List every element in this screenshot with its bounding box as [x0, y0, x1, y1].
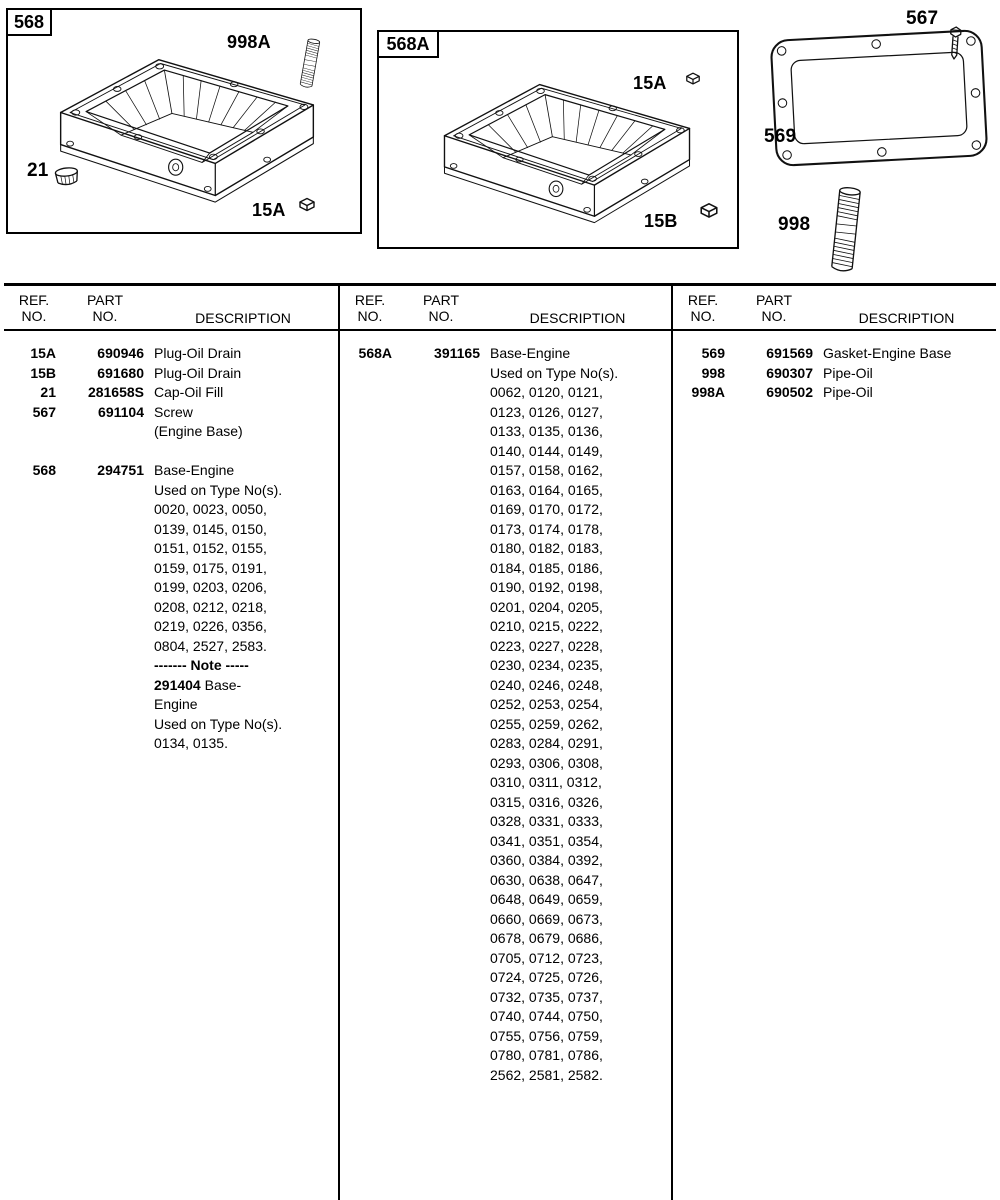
- description-cell: 0283, 0284, 0291,: [490, 735, 603, 751]
- description-cell: 0151, 0152, 0155,: [154, 540, 267, 556]
- description-cell: 0780, 0781, 0786,: [490, 1047, 603, 1063]
- part-no-cell: [66, 500, 144, 520]
- description-cell: Used on Type No(s).: [154, 715, 283, 732]
- part-no-cell: 691680: [97, 364, 144, 381]
- ref-no-cell: [12, 656, 56, 676]
- part-row: [12, 383, 334, 403]
- description-cell: 291404 Base-: [154, 676, 242, 693]
- part-no-cell: [402, 754, 480, 774]
- ref-no-cell: [12, 637, 56, 657]
- part-no-cell: [402, 598, 480, 618]
- ref-header-line2: NO.: [357, 308, 383, 324]
- part-row-continuation: [12, 422, 334, 442]
- part-no-cell: [402, 520, 480, 540]
- part-row-continuation: [348, 851, 667, 871]
- part-no-cell: [402, 481, 480, 501]
- part-row-continuation: [348, 364, 667, 384]
- ref-no-cell: [348, 656, 392, 676]
- description-cell: Engine: [154, 696, 198, 712]
- ref-no-cell: [348, 364, 392, 384]
- description-cell: 0140, 0144, 0149,: [490, 442, 603, 459]
- part-row-continuation: [348, 539, 667, 559]
- part-no-cell: [402, 539, 480, 559]
- ref-no-cell: 567: [32, 403, 56, 420]
- part-no-cell: [66, 656, 144, 676]
- engine-base-drawing-568A: [407, 48, 727, 240]
- part-row-continuation: [348, 929, 667, 949]
- ref-no-cell: 569: [701, 345, 725, 361]
- part-row: [12, 461, 334, 481]
- description-cell: ------- Note -----: [154, 657, 249, 673]
- parts-table-column-3: [671, 286, 996, 1200]
- description-cell: 2562, 2581, 2582.: [490, 1066, 603, 1083]
- part-row-continuation: [12, 617, 334, 637]
- ref-no-cell: [348, 1007, 392, 1027]
- part-no-cell: [66, 695, 144, 715]
- ref-header-line1: REF.: [687, 292, 719, 308]
- part-no-cell: 294751: [97, 462, 144, 478]
- part-row-continuation: [348, 598, 667, 618]
- description-cell: 0678, 0679, 0686,: [490, 930, 603, 946]
- part-row-continuation: [12, 539, 334, 559]
- part-row-continuation: [348, 910, 667, 930]
- description-cell: 0133, 0135, 0136,: [490, 423, 603, 439]
- part-header-line1: PART: [86, 292, 124, 308]
- description-cell: 0740, 0744, 0750,: [490, 1008, 603, 1024]
- description-cell: 0252, 0253, 0254,: [490, 696, 603, 712]
- parts-list-col3: [673, 331, 996, 403]
- part-no-cell: [402, 1046, 480, 1066]
- engine-base-gasket-569-icon: [766, 22, 991, 173]
- ref-no-cell: [348, 676, 392, 696]
- part-no-cell: [402, 968, 480, 988]
- description-cell: 0219, 0226, 0356,: [154, 618, 267, 634]
- part-no-cell: [66, 422, 144, 442]
- ref-no-cell: 568A: [358, 345, 392, 361]
- description-cell: (Engine Base): [154, 423, 243, 439]
- table-header-col1: [4, 286, 338, 331]
- ref-no-cell: 998A: [691, 384, 725, 400]
- ref-no-cell: [12, 617, 56, 637]
- callout-998: 998: [778, 214, 811, 235]
- description-cell: 0208, 0212, 0218,: [154, 598, 267, 615]
- description-cell: Cap-Oil Fill: [154, 384, 224, 400]
- ref-no-cell: 15A: [30, 345, 56, 361]
- part-row-continuation: [12, 656, 334, 676]
- ref-no-cell: [348, 695, 392, 715]
- part-row-continuation: [348, 559, 667, 579]
- ref-header-line1: REF.: [354, 292, 386, 308]
- ref-no-header: [12, 292, 56, 326]
- ref-no-cell: [348, 929, 392, 949]
- description-cell: 0341, 0351, 0354,: [490, 832, 603, 849]
- part-row: [348, 344, 667, 364]
- part-row-continuation: [348, 968, 667, 988]
- part-row-continuation: [348, 812, 667, 832]
- description-cell: Plug-Oil Drain: [154, 345, 242, 361]
- ref-no-cell: [348, 637, 392, 657]
- part-no-cell: [66, 598, 144, 618]
- ref-no-cell: [12, 539, 56, 559]
- description-cell: 0630, 0638, 0647,: [490, 871, 603, 888]
- part-row-continuation: [12, 578, 334, 598]
- ref-no-cell: [348, 734, 392, 754]
- ref-no-cell: [348, 773, 392, 793]
- callout-998A: 998A: [227, 32, 271, 52]
- description-cell: 0223, 0227, 0228,: [490, 637, 603, 654]
- ref-header-line2: NO.: [21, 308, 47, 324]
- parts-list-col2: [340, 331, 671, 1085]
- part-no-cell: [66, 637, 144, 657]
- ref-no-cell: [348, 754, 392, 774]
- table-header-col2: [340, 286, 671, 331]
- description-cell: Pipe-Oil: [823, 384, 873, 400]
- description-cell: 0157, 0158, 0162,: [490, 462, 603, 478]
- part-row-continuation: [348, 442, 667, 462]
- part-row-continuation: [12, 715, 334, 735]
- part-no-cell: [66, 578, 144, 598]
- panel-tag-568-label: 568: [13, 11, 45, 32]
- panel-tag-568A-label: 568A: [386, 33, 430, 54]
- oil-drain-plug-15A-icon: [297, 196, 317, 214]
- part-no-cell: 391165: [434, 345, 480, 361]
- ref-no-header: [348, 292, 392, 326]
- part-row-continuation: [12, 559, 334, 579]
- part-row-continuation: [12, 734, 334, 754]
- panel-tag-568: [6, 8, 52, 36]
- part-no-cell: [402, 1007, 480, 1027]
- part-no-cell: [402, 929, 480, 949]
- part-row-continuation: [12, 695, 334, 715]
- description-cell: 0159, 0175, 0191,: [154, 559, 267, 576]
- part-row: [12, 403, 334, 423]
- ref-no-cell: [348, 832, 392, 852]
- ref-no-cell: [12, 520, 56, 540]
- part-no-cell: [402, 695, 480, 715]
- ref-no-header: [681, 292, 725, 326]
- ref-no-cell: [348, 383, 392, 403]
- part-no-cell: [402, 403, 480, 423]
- ref-no-cell: [348, 1027, 392, 1047]
- part-no-cell: [402, 364, 480, 384]
- part-no-cell: [402, 1066, 480, 1086]
- ref-no-cell: [348, 949, 392, 969]
- part-no-cell: [402, 383, 480, 403]
- part-no-header: [402, 292, 480, 326]
- description-cell: 0210, 0215, 0222,: [490, 618, 603, 634]
- part-no-cell: [402, 988, 480, 1008]
- parts-list-col1: [4, 331, 338, 754]
- part-row: [12, 344, 334, 364]
- parts-table: [4, 283, 996, 1200]
- part-no-cell: [66, 539, 144, 559]
- ref-no-cell: [348, 812, 392, 832]
- part-row-continuation: [12, 481, 334, 501]
- part-no-cell: [402, 773, 480, 793]
- part-row-continuation: [348, 734, 667, 754]
- ref-no-cell: [348, 539, 392, 559]
- ref-no-cell: [348, 461, 392, 481]
- ref-no-cell: [348, 559, 392, 579]
- ref-no-cell: [348, 851, 392, 871]
- ref-no-cell: [348, 500, 392, 520]
- part-row-continuation: [348, 871, 667, 891]
- ref-no-cell: [348, 422, 392, 442]
- ref-no-cell: [348, 617, 392, 637]
- part-no-header: [66, 292, 144, 326]
- description-cell: Used on Type No(s).: [490, 364, 619, 381]
- description-cell: Screw: [154, 403, 193, 420]
- ref-no-cell: [12, 578, 56, 598]
- ref-no-cell: [348, 1046, 392, 1066]
- ref-no-cell: 21: [40, 384, 56, 400]
- part-no-cell: [402, 617, 480, 637]
- part-no-cell: [66, 617, 144, 637]
- callout-21: 21: [27, 160, 49, 181]
- part-row: [681, 344, 992, 364]
- part-no-cell: 690946: [97, 345, 144, 361]
- ref-no-cell: 568: [32, 462, 56, 478]
- callout-15A-panel1: 15A: [252, 200, 286, 220]
- part-header-line2: NO.: [428, 308, 454, 324]
- part-row-continuation: [348, 949, 667, 969]
- part-row-continuation: [348, 383, 667, 403]
- oil-drain-plug-15A2-icon: [684, 71, 702, 87]
- part-row-continuation: [348, 715, 667, 735]
- description-cell: 0163, 0164, 0165,: [490, 481, 603, 498]
- description-cell: 0310, 0311, 0312,: [490, 774, 602, 790]
- part-no-cell: [402, 500, 480, 520]
- description-cell: 0169, 0170, 0172,: [490, 501, 603, 517]
- ref-no-cell: [12, 559, 56, 579]
- part-header-line2: NO.: [761, 308, 787, 324]
- description-cell: 0123, 0126, 0127,: [490, 403, 603, 420]
- part-no-cell: [402, 851, 480, 871]
- description-cell: 0139, 0145, 0150,: [154, 520, 267, 537]
- part-no-cell: [402, 949, 480, 969]
- part-row-continuation: [348, 676, 667, 696]
- part-no-cell: [402, 871, 480, 891]
- part-row-continuation: [348, 500, 667, 520]
- description-cell: 0648, 0649, 0659,: [490, 891, 603, 907]
- ref-no-cell: 15B: [30, 364, 56, 381]
- part-no-cell: [402, 910, 480, 930]
- part-row-continuation: [12, 500, 334, 520]
- part-row-continuation: [348, 520, 667, 540]
- description-cell: 0134, 0135.: [154, 735, 228, 751]
- description-cell: Pipe-Oil: [823, 364, 873, 381]
- description-cell: Plug-Oil Drain: [154, 364, 242, 381]
- description-cell: 0240, 0246, 0248,: [490, 676, 603, 693]
- ref-no-cell: [348, 578, 392, 598]
- part-row-continuation: [12, 676, 334, 696]
- description-cell: 0199, 0203, 0206,: [154, 579, 267, 595]
- ref-no-cell: [348, 481, 392, 501]
- description-cell: 0201, 0204, 0205,: [490, 598, 603, 615]
- description-cell: 0315, 0316, 0326,: [490, 793, 603, 810]
- description-cell: 0062, 0120, 0121,: [490, 384, 603, 400]
- description-cell: Base-Engine: [154, 462, 235, 478]
- ref-header-line2: NO.: [690, 308, 716, 324]
- callout-569: 569: [764, 126, 797, 147]
- part-row-continuation: [12, 598, 334, 618]
- part-no-cell: [402, 715, 480, 735]
- parts-table-column-1: [4, 286, 338, 1200]
- description-header: DESCRIPTION: [195, 310, 291, 326]
- description-cell: Gasket-Engine Base: [823, 345, 952, 361]
- part-row-continuation: [348, 890, 667, 910]
- description-cell: Used on Type No(s).: [154, 481, 283, 498]
- description-cell: 0255, 0259, 0262,: [490, 715, 603, 732]
- part-row-continuation: [348, 773, 667, 793]
- part-no-cell: [402, 461, 480, 481]
- description-cell: Base-Engine: [490, 345, 571, 361]
- description-cell: 0184, 0185, 0186,: [490, 559, 603, 576]
- ref-no-cell: [348, 598, 392, 618]
- part-no-cell: 690307: [766, 364, 813, 381]
- part-no-cell: [402, 812, 480, 832]
- part-no-cell: [402, 442, 480, 462]
- ref-no-cell: [348, 968, 392, 988]
- row-spacer: [12, 442, 334, 462]
- part-no-cell: 691569: [766, 345, 813, 361]
- description-cell: 0804, 2527, 2583.: [154, 637, 267, 654]
- part-no-cell: [402, 890, 480, 910]
- part-no-cell: [402, 559, 480, 579]
- ref-no-cell: [348, 890, 392, 910]
- part-no-cell: [402, 422, 480, 442]
- part-row-continuation: [348, 695, 667, 715]
- ref-header-line1: REF.: [18, 292, 50, 308]
- part-row-continuation: [348, 754, 667, 774]
- callout-15B: 15B: [644, 211, 678, 231]
- description-cell: 0705, 0712, 0723,: [490, 949, 603, 966]
- ref-no-cell: [348, 910, 392, 930]
- part-row-continuation: [348, 617, 667, 637]
- description-cell: 0020, 0023, 0050,: [154, 501, 267, 517]
- ref-no-cell: [348, 871, 392, 891]
- description-header: DESCRIPTION: [858, 310, 955, 326]
- ref-no-cell: [12, 422, 56, 442]
- ref-no-cell: [12, 734, 56, 754]
- parts-table-column-2: [338, 286, 671, 1200]
- diagram-panel-568A: [377, 30, 739, 249]
- part-no-cell: [402, 637, 480, 657]
- ref-no-cell: [12, 481, 56, 501]
- ref-no-cell: [12, 598, 56, 618]
- part-no-cell: [66, 520, 144, 540]
- part-row-continuation: [348, 832, 667, 852]
- description-cell: 0360, 0384, 0392,: [490, 852, 603, 868]
- part-row-continuation: [348, 1007, 667, 1027]
- ref-no-cell: [348, 1066, 392, 1086]
- part-no-cell: [402, 832, 480, 852]
- ref-no-cell: [348, 403, 392, 423]
- part-row-continuation: [348, 637, 667, 657]
- part-no-header: [735, 292, 813, 326]
- ref-no-cell: 998: [701, 364, 725, 381]
- part-row-continuation: [348, 988, 667, 1008]
- description-cell: 0190, 0192, 0198,: [490, 579, 603, 595]
- part-no-cell: [402, 734, 480, 754]
- oil-fill-cap-21-icon: [51, 164, 83, 191]
- part-header-line2: NO.: [92, 308, 118, 324]
- part-no-cell: [402, 676, 480, 696]
- ref-no-cell: [348, 442, 392, 462]
- description-cell: 0724, 0725, 0726,: [490, 969, 603, 985]
- ref-no-cell: [12, 695, 56, 715]
- ref-no-cell: [348, 715, 392, 735]
- table-header-col3: [673, 286, 996, 331]
- part-row-continuation: [348, 422, 667, 442]
- description-cell: 0660, 0669, 0673,: [490, 910, 603, 927]
- part-row-continuation: [12, 520, 334, 540]
- part-row: [12, 364, 334, 384]
- ref-no-cell: [12, 715, 56, 735]
- part-row-continuation: [348, 481, 667, 501]
- part-row-continuation: [348, 656, 667, 676]
- ref-no-cell: [348, 520, 392, 540]
- part-header-line1: PART: [755, 292, 793, 308]
- part-row-continuation: [348, 1046, 667, 1066]
- part-row-continuation: [348, 578, 667, 598]
- description-cell: 0230, 0234, 0235,: [490, 657, 603, 673]
- part-no-cell: [402, 1027, 480, 1047]
- part-no-cell: [402, 656, 480, 676]
- oil-drain-plug-15B-icon: [697, 201, 721, 221]
- panel-tag-568A: [377, 30, 439, 58]
- ref-no-cell: [12, 676, 56, 696]
- part-row-continuation: [348, 793, 667, 813]
- part-no-cell: [66, 481, 144, 501]
- oil-pipe-998-icon: [826, 185, 867, 274]
- description-cell: 0173, 0174, 0178,: [490, 520, 603, 537]
- part-no-cell: 690502: [766, 384, 813, 400]
- description-cell: 0180, 0182, 0183,: [490, 540, 603, 556]
- part-no-cell: [402, 793, 480, 813]
- callout-15A-panel2: 15A: [633, 73, 667, 93]
- part-row-continuation: [348, 1027, 667, 1047]
- part-no-cell: 281658S: [87, 384, 144, 400]
- part-no-cell: [66, 559, 144, 579]
- part-row-continuation: [348, 403, 667, 423]
- ref-no-cell: [348, 793, 392, 813]
- part-row: [681, 364, 992, 384]
- part-no-cell: [66, 676, 144, 696]
- description-cell: 0755, 0756, 0759,: [490, 1027, 603, 1044]
- part-row: [681, 383, 992, 403]
- ref-no-cell: [12, 500, 56, 520]
- part-no-cell: [402, 578, 480, 598]
- part-no-cell: 691104: [98, 403, 144, 420]
- part-no-cell: [66, 715, 144, 735]
- description-cell: 0293, 0306, 0308,: [490, 754, 603, 771]
- description-header: DESCRIPTION: [529, 310, 626, 326]
- part-row-continuation: [348, 1066, 667, 1086]
- part-header-line1: PART: [422, 292, 460, 308]
- part-row-continuation: [12, 637, 334, 657]
- callout-567: 567: [906, 8, 939, 29]
- description-cell: 0732, 0735, 0737,: [490, 988, 603, 1005]
- part-no-cell: [66, 734, 144, 754]
- ref-no-cell: [348, 988, 392, 1008]
- part-row-continuation: [348, 461, 667, 481]
- description-cell: 0328, 0331, 0333,: [490, 813, 603, 829]
